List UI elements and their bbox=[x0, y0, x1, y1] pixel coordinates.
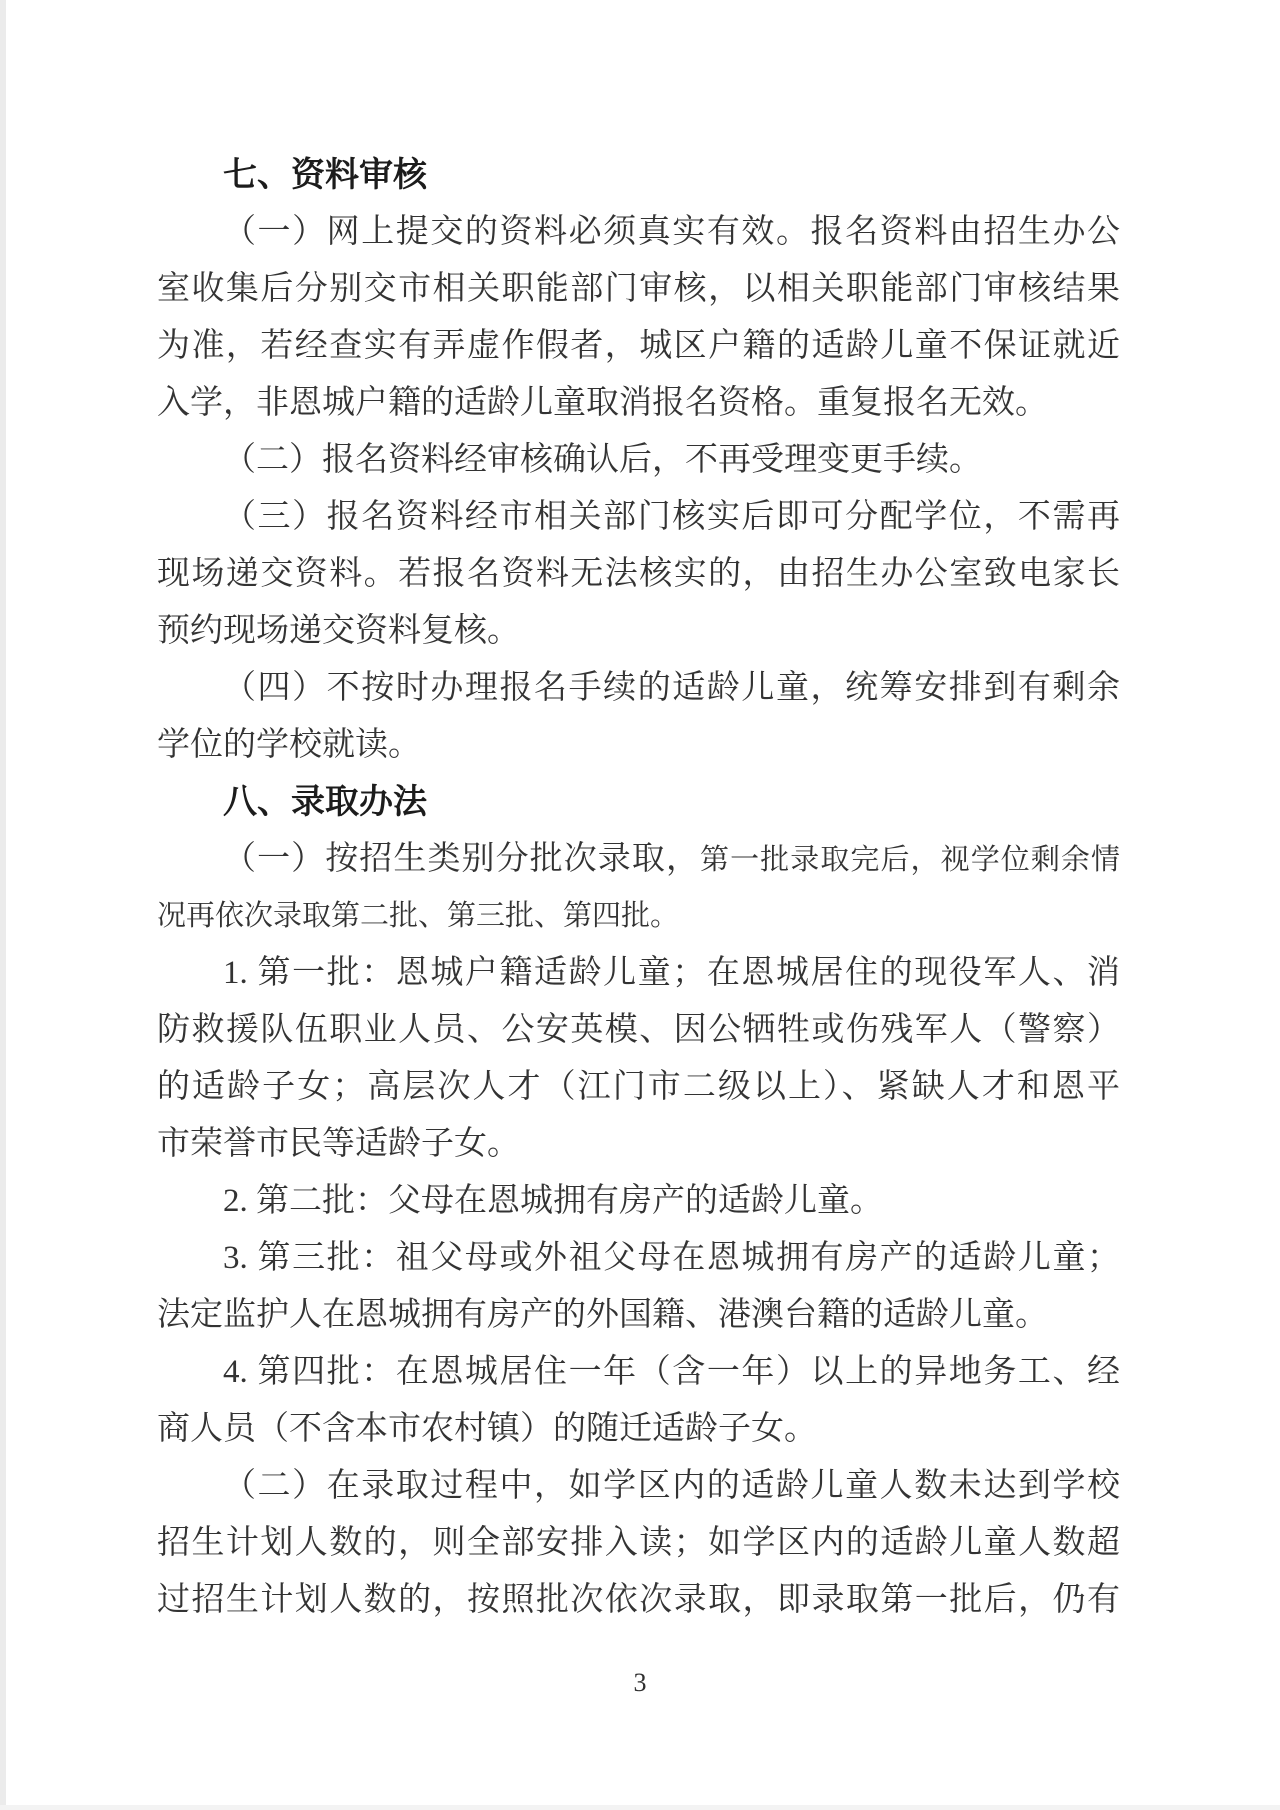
s8-batch1-line3: 的适龄子女；高层次人才（江门市二级以上）、紧缺人才和恩平 bbox=[157, 1069, 1120, 1105]
s7-p1-line3: 为准，若经查实有弄虚作假者，城区户籍的适龄儿童不保证就近 bbox=[157, 328, 1120, 364]
s7-p4-line1: （四）不按时办理报名手续的适龄儿童，统筹安排到有剩余 bbox=[223, 670, 1120, 706]
s7-p1-line4: 入学，非恩城户籍的适龄儿童取消报名资格。重复报名无效。 bbox=[157, 385, 1048, 421]
s8-batch4-line1: 4. 第四批：在恩城居住一年（含一年）以上的异地务工、经 bbox=[223, 1354, 1120, 1390]
s8-batch1-line4: 市荣誉市民等适龄子女。 bbox=[157, 1126, 520, 1162]
document-body bbox=[157, 147, 1120, 1629]
s8-batch3-line2: 法定监护人在恩城拥有房产的外国籍、港澳台籍的适龄儿童。 bbox=[157, 1297, 1048, 1333]
s8-batch3-line1: 3. 第三批：祖父母或外祖父母在恩城拥有房产的适龄儿童； bbox=[223, 1240, 1120, 1276]
s8-batch1-line2: 防救援队伍职业人员、公安英模、因公牺牲或伤残军人（警察） bbox=[157, 1012, 1120, 1048]
s8-p2-line2: 招生计划人数的，则全部安排入读；如学区内的适龄儿童人数超 bbox=[157, 1525, 1120, 1561]
s7-p3-line3: 预约现场递交资料复核。 bbox=[157, 613, 520, 649]
s7-p1-line2: 室收集后分别交市相关职能部门审核，以相关职能部门审核结果 bbox=[157, 271, 1120, 307]
s8-p1-line1-main-run: （一）按招生类别分批次录取， bbox=[223, 841, 701, 877]
s7-p3-line1: （三）报名资料经市相关部门核实后即可分配学位，不需再 bbox=[223, 499, 1120, 535]
s7-p4-line2: 学位的学校就读。 bbox=[157, 727, 421, 763]
s7-p3-line2: 现场递交资料。若报名资料无法核实的，由招生办公室致电家长 bbox=[157, 556, 1120, 592]
s7-p2-line1: （二）报名资料经审核确认后，不再受理变更手续。 bbox=[223, 442, 982, 478]
s8-p2-line3: 过招生计划人数的，按照批次依次录取，即录取第一批后，仍有 bbox=[157, 1582, 1120, 1618]
s8-p2-line1: （二）在录取过程中，如学区内的适龄儿童人数未达到学校 bbox=[223, 1468, 1120, 1504]
s7-p1-line1: （一）网上提交的资料必须真实有效。报名资料由招生办公 bbox=[223, 214, 1120, 250]
s8-p1-line1 bbox=[157, 831, 1120, 888]
s8-p1-line1-small-run: 第一批录取完后，视学位剩余情 bbox=[700, 844, 1120, 876]
section8-heading: 八、录取办法 bbox=[223, 783, 427, 821]
s8-batch1-line1: 1. 第一批：恩城户籍适龄儿童；在恩城居住的现役军人、消 bbox=[223, 955, 1120, 991]
page-edge-shadow-left bbox=[0, 0, 6, 1810]
page-number: 3 bbox=[633, 1668, 647, 1697]
page-edge-shadow-bottom bbox=[0, 1805, 1280, 1810]
s8-batch2-line1: 2. 第二批：父母在恩城拥有房产的适龄儿童。 bbox=[223, 1183, 883, 1219]
section7-heading: 七、资料审核 bbox=[223, 156, 427, 194]
s8-p1-line2: 况再依次录取第二批、第三批、第四批。 bbox=[157, 900, 680, 932]
s8-batch4-line2: 商人员（不含本市农村镇）的随迁适龄子女。 bbox=[157, 1411, 817, 1447]
